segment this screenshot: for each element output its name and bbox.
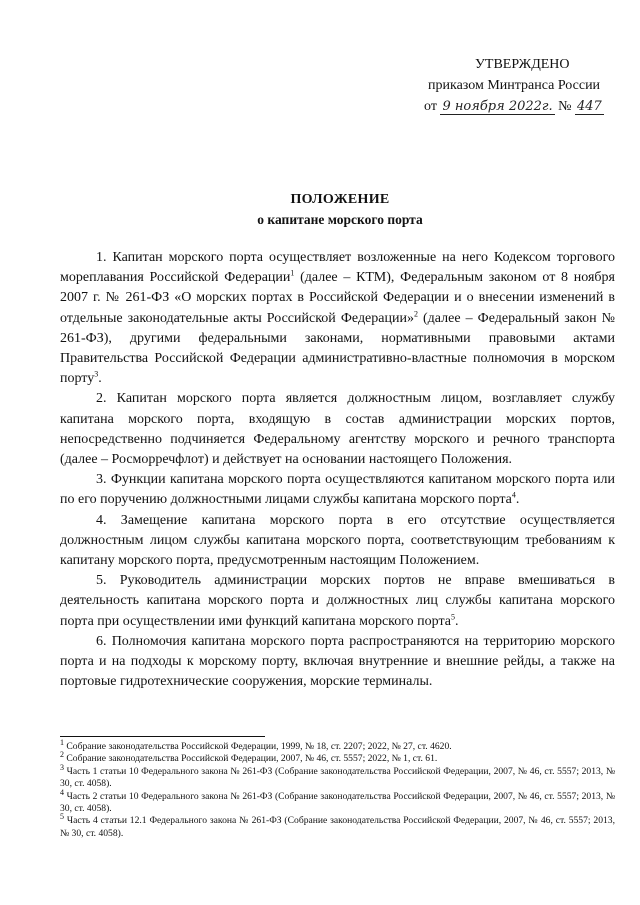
approval-order-line: приказом Минтранса России — [428, 78, 601, 93]
footnote-ref: 4 — [511, 490, 516, 500]
footnote-3: $^3$ Часть 1 статьи 10 Федерального закона № 261-ФЗ (Собрание законодательства Российской Федерации, 2007, № 46, ст. 5557; 2013, № 30, ст. 4058). — [60, 762, 615, 790]
document-body — [60, 248, 615, 692]
paragraph-6: 6. Полномочия капитана морского порта распространяются на территорию морского порта и на подходы к морскому порту, включая внутренние и внешние рейды, а также на портовые гидротехнические сооружения, морские терминалы. — [60, 633, 615, 690]
paragraph-3: 3. Функции капитана морского порта осуществляются капитаном морского порта или по его поручению должностными лицами службы капитана морского порта$^4$. — [60, 472, 615, 508]
footnote-2: $^2$ Собрание законодательства Российской Федерации, 2007, № 46, ст. 5557; 2022, № 1, ст. 61. — [60, 750, 438, 765]
footnote-divider — [60, 736, 265, 737]
approval-date-line — [424, 96, 635, 117]
footnote-1: $^1$ Собрание законодательства Российской Федерации, 1999, № 18, ст. 2207; 2022, № 27, ст. 4620. — [60, 737, 452, 752]
date-prefix: от — [424, 99, 437, 114]
footnote-ref: 1 — [290, 268, 295, 278]
footnotes — [60, 737, 615, 840]
footnote-ref: 2 — [413, 308, 418, 318]
footnote-ref: 3 — [94, 369, 99, 379]
footnote-5: $^5$ Часть 4 статьи 12.1 Федерального закона № 261-ФЗ (Собрание законодательства Российской Федерации, 2007, № 46, ст. 5557; 2013, № 30, ст. 4058). — [60, 812, 615, 839]
handwritten-date: 9 ноября 2022г. — [442, 99, 553, 114]
paragraph-1: 1. Капитан морского порта осуществляет возложенные на него Кодексом торгового мореплавания Российской Федерации$^1$ (далее – КТМ), Федеральным законом от 8 ноября 2007 г. № 261-ФЗ «О морских портах в Российской Федерации и о внесении изменений в отдельные законодательные акты Российской Федерации»$^2$ (далее – Федеральный закон № 261-ФЗ), другими федеральными законами, нормативными правовыми актами Правительства Российской Федерации административно-властные полномочия в морском порту$^3$. — [60, 250, 615, 387]
paragraph-2: 2. Капитан морского порта является должностным лицом, возглавляет службу капитана морского порта, входящую в состав администрации морских портов, непосредственно подчиняется Федеральному агентству морского и речного транспорта (далее – Росморречфлот) и действует на основании настоящего Положения. — [60, 391, 615, 468]
paragraph-4: 4. Замещение капитана морского порта в его отсутствие осуществляется должностным лицом службы капитана морского порта, соответствующим требованиям к капитану морского порта, предусмотренным настоящим Положением. — [60, 512, 615, 569]
number-prefix: № — [558, 99, 572, 114]
footnote-4: $^4$ Часть 2 статьи 10 Федерального закона № 261-ФЗ (Собрание законодательства Российской Федерации, 2007, № 46, ст. 5557; 2013, № 30, ст. 4058). — [60, 787, 615, 815]
document-title: ПОЛОЖЕНИЕ — [290, 192, 390, 207]
approval-block — [420, 54, 635, 117]
approval-heading: УТВЕРЖДЕНО — [475, 57, 570, 72]
document-subtitle: о капитане морского порта — [257, 212, 423, 227]
footnote-ref: 5 — [450, 612, 455, 621]
paragraph-5: 5. Руководитель администрации морских портов не вправе вмешиваться в деятельность капитана морского порта и должностных лиц службы капитана морского порта при осуществлении ими функций капитана морского порта$^5$. — [60, 573, 615, 629]
handwritten-number: 447 — [576, 99, 602, 114]
